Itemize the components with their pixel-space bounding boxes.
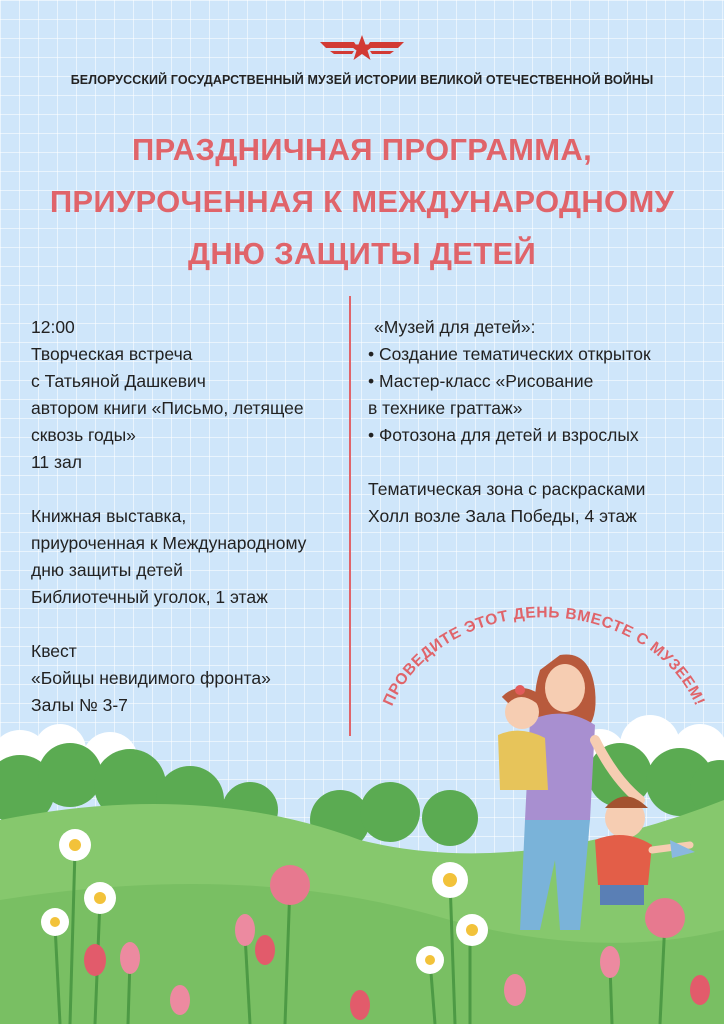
coloring-zone-event <box>368 476 713 530</box>
event-location: 11 зал <box>31 452 82 472</box>
event-line: Книжная выставка, <box>31 506 187 526</box>
event-line: Тематическая зона с раскрасками <box>368 479 646 499</box>
page-title <box>0 124 724 280</box>
red-star-wings-icon <box>320 34 404 64</box>
event-line: автором книги «Письмо, летящее <box>31 398 304 418</box>
event-line: «Бойцы невидимого фронта» <box>31 668 271 688</box>
title-line: ДНЮ ЗАЩИТЫ ДЕТЕЙ <box>187 236 537 271</box>
meeting-event <box>31 314 346 476</box>
museum-for-kids-event <box>368 314 713 449</box>
event-line: Творческая встреча <box>31 344 193 364</box>
event-time: 12:00 <box>31 317 75 337</box>
title-line: ПРИУРОЧЕННАЯ К МЕЖДУНАРОДНОМУ <box>49 184 675 219</box>
event-line: Квест <box>31 641 77 661</box>
event-location: Залы № 3-7 <box>31 695 128 715</box>
slogan-text: ПРОВЕДИТЕ ЭТОТ ДЕНЬ ВМЕСТЕ С МУЗЕЕМ! <box>380 604 708 709</box>
event-bullet: • Фотозона для детей и взрослых <box>368 425 639 445</box>
event-bullet: • Создание тематических открыток <box>368 344 651 364</box>
title-line: ПРАЗДНИЧНАЯ ПРОГРАММА, <box>131 132 593 167</box>
event-line: «Музей для детей»: <box>374 317 536 337</box>
event-line: в технике граттаж» <box>368 398 523 418</box>
book-exhibition-event <box>31 503 346 611</box>
event-location: Холл возле Зала Победы, 4 этаж <box>368 506 637 526</box>
museum-name: БЕЛОРУССКИЙ ГОСУДАРСТВЕННЫЙ МУЗЕЙ ИСТОРИИ ВЕЛИКОЙ ОТЕЧЕСТВЕННОЙ ВОЙНЫ <box>70 73 654 87</box>
event-line: с Татьяной Дашкевич <box>31 371 206 391</box>
event-line: дню защиты детей <box>31 560 183 580</box>
event-location: Библиотечный уголок, 1 этаж <box>31 587 268 607</box>
illustration <box>0 640 724 1024</box>
event-line: приуроченная к Международному <box>31 533 307 553</box>
event-line: сквозь годы» <box>31 425 136 445</box>
right-column <box>368 314 713 557</box>
event-bullet: • Мастер-класс «Рисование <box>368 371 594 391</box>
